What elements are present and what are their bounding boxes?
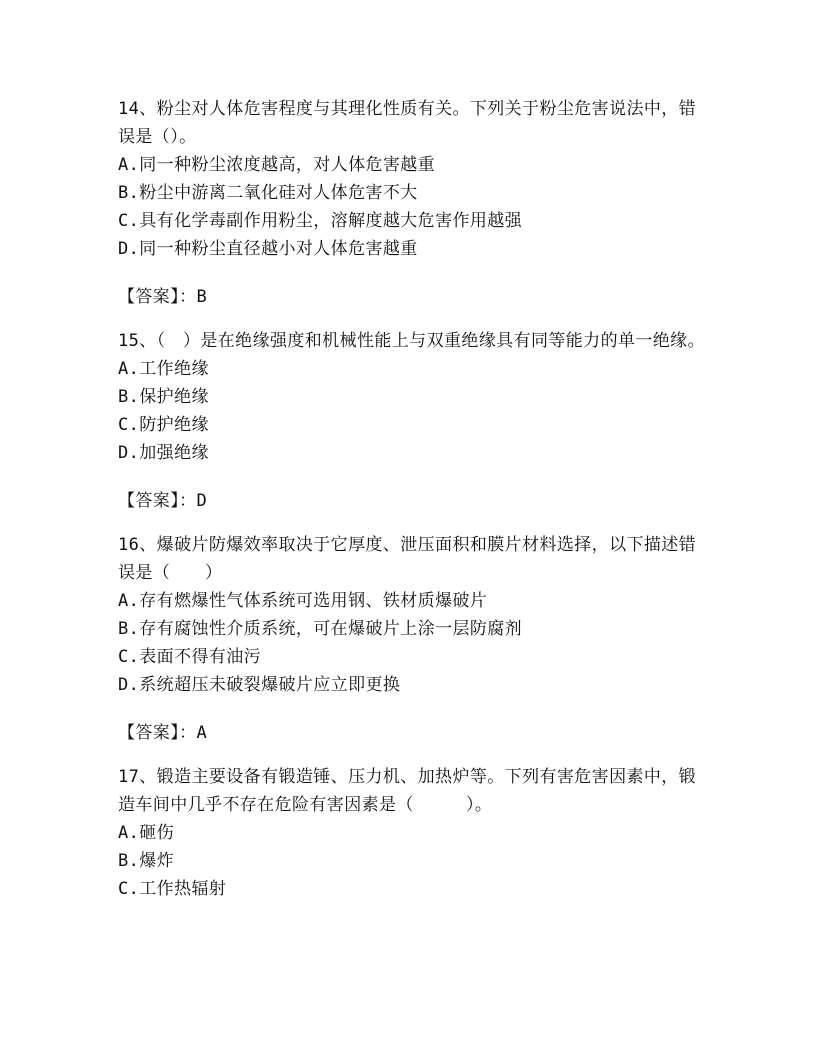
question-16	[118, 531, 708, 747]
option-b: B.保护绝缘	[118, 387, 209, 407]
option-c: C.表面不得有油污	[118, 647, 262, 667]
option-c: C.防护绝缘	[118, 415, 209, 435]
option-b: B.爆炸	[118, 851, 175, 871]
question-stem: 14、粉尘对人体危害程度与其理化性质有关。下列关于粉尘危害说法中，错误是（）。	[118, 99, 697, 147]
option-c: C.具有化学毒副作用粉尘，溶解度越大危害作用越强	[118, 211, 523, 231]
option-d: D.系统超压未破裂爆破片应立即更换	[118, 675, 401, 695]
option-d: D.加强绝缘	[118, 443, 209, 463]
answer-line: 【答案】：A	[118, 723, 208, 743]
option-a: A.砸伤	[118, 823, 175, 843]
question-14	[118, 95, 708, 311]
option-c: C.工作热辐射	[118, 879, 227, 899]
question-17	[118, 763, 708, 903]
option-d: D.同一种粉尘直径越小对人体危害越重	[118, 239, 418, 259]
answer-line: 【答案】：B	[118, 287, 208, 307]
document-page	[118, 95, 708, 903]
option-b: B.存有腐蚀性介质系统，可在爆破片上涂一层防腐剂	[118, 619, 523, 639]
question-stem: 15、（ ）是在绝缘强度和机械性能上与双重绝缘具有同等能力的单一绝缘。	[118, 331, 705, 351]
option-a: A.存有燃爆性气体系统可选用钢、铁材质爆破片	[118, 591, 488, 611]
question-15	[118, 327, 708, 515]
question-stem: 17、锻造主要设备有锻造锤、压力机、加热炉等。下列有害危害因素中，锻造车间中几乎不存在危险有害因素是（ ）。	[118, 767, 697, 815]
option-a: A.同一种粉尘浓度越高，对人体危害越重	[118, 155, 436, 175]
question-stem: 16、爆破片防爆效率取决于它厚度、泄压面积和膜片材料选择，以下描述错误是（ ）	[118, 535, 697, 583]
answer-line: 【答案】：D	[118, 491, 208, 511]
option-b: B.粉尘中游离二氧化硅对人体危害不大	[118, 183, 418, 203]
option-a: A.工作绝缘	[118, 359, 209, 379]
